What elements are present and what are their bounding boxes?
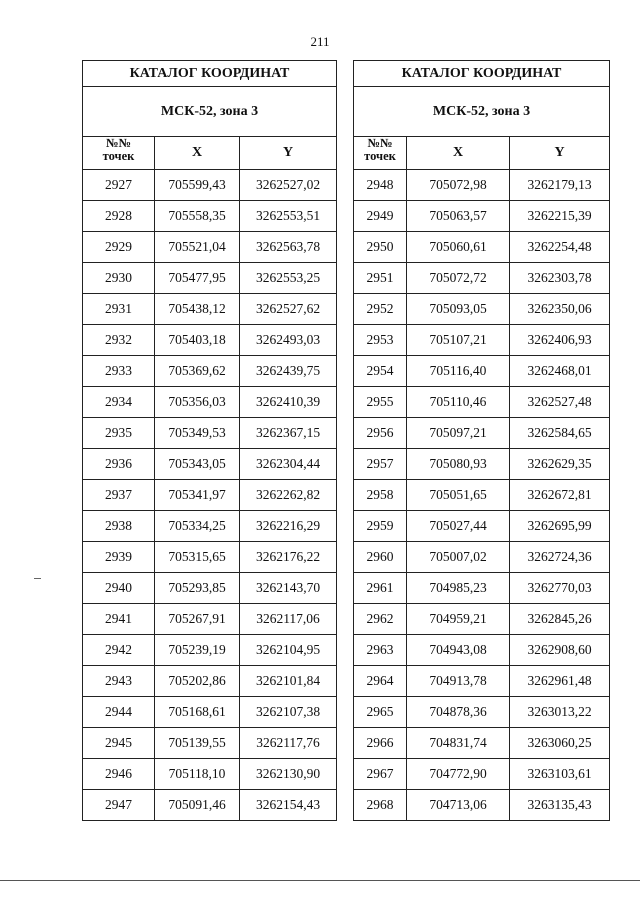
table-row	[83, 170, 337, 201]
catalog-title: КАТАЛОГ КООРДИНАТ	[83, 61, 337, 87]
table-row	[83, 449, 337, 480]
table-row	[83, 604, 337, 635]
y-cell: 3262845,26	[510, 604, 610, 635]
point-number-header: №№ точек	[83, 137, 155, 170]
table-row	[354, 356, 610, 387]
x-cell: 705202,86	[155, 666, 240, 697]
x-cell: 705477,95	[155, 263, 240, 294]
x-cell: 705356,03	[155, 387, 240, 418]
page-number: 211	[310, 34, 330, 49]
x-cell: 705315,65	[155, 542, 240, 573]
table-row	[83, 542, 337, 573]
point-number-cell: 2941	[83, 604, 155, 635]
table-row	[354, 232, 610, 263]
catalog-title: КАТАЛОГ КООРДИНАТ	[354, 61, 610, 87]
y-cell: 3262176,22	[240, 542, 337, 573]
table-row	[83, 759, 337, 790]
x-cell: 705369,62	[155, 356, 240, 387]
x-cell: 705072,98	[407, 170, 510, 201]
table-row	[354, 573, 610, 604]
point-number-cell: 2954	[354, 356, 407, 387]
table-row	[83, 635, 337, 666]
catalog-zone: МСК-52, зона 3	[83, 87, 337, 137]
table-row	[83, 480, 337, 511]
x-cell: 704772,90	[407, 759, 510, 790]
table-row	[354, 666, 610, 697]
x-header: X	[407, 137, 510, 170]
point-number-cell: 2945	[83, 728, 155, 759]
x-cell: 705599,43	[155, 170, 240, 201]
x-cell: 705063,57	[407, 201, 510, 232]
x-cell: 705293,85	[155, 573, 240, 604]
point-number-cell: 2964	[354, 666, 407, 697]
point-number-cell: 2947	[83, 790, 155, 821]
point-number-cell: 2928	[83, 201, 155, 232]
table-row	[354, 511, 610, 542]
table-row	[83, 728, 337, 759]
x-cell: 705060,61	[407, 232, 510, 263]
point-number-cell: 2950	[354, 232, 407, 263]
point-number-cell: 2949	[354, 201, 407, 232]
y-header: Y	[510, 137, 610, 170]
y-cell: 3262117,76	[240, 728, 337, 759]
point-number-cell: 2962	[354, 604, 407, 635]
point-number-cell: 2943	[83, 666, 155, 697]
coordinate-catalog-left	[82, 60, 337, 821]
table-row	[83, 325, 337, 356]
point-number-cell: 2968	[354, 790, 407, 821]
y-cell: 3262143,70	[240, 573, 337, 604]
x-cell: 705027,44	[407, 511, 510, 542]
table-row	[354, 697, 610, 728]
x-cell: 705091,46	[155, 790, 240, 821]
table-row	[354, 635, 610, 666]
x-cell: 705110,46	[407, 387, 510, 418]
x-cell: 704878,36	[407, 697, 510, 728]
y-cell: 3262629,35	[510, 449, 610, 480]
y-cell: 3262262,82	[240, 480, 337, 511]
footer-rule	[0, 880, 640, 881]
point-number-cell: 2938	[83, 511, 155, 542]
y-cell: 3262179,13	[510, 170, 610, 201]
point-number-cell: 2955	[354, 387, 407, 418]
y-cell: 3262303,78	[510, 263, 610, 294]
x-cell: 705080,93	[407, 449, 510, 480]
x-cell: 705334,25	[155, 511, 240, 542]
y-cell: 3263103,61	[510, 759, 610, 790]
table-row	[83, 418, 337, 449]
x-cell: 705558,35	[155, 201, 240, 232]
x-cell: 705107,21	[407, 325, 510, 356]
y-cell: 3262254,48	[510, 232, 610, 263]
x-cell: 705097,21	[407, 418, 510, 449]
table-row	[354, 542, 610, 573]
table-row	[354, 728, 610, 759]
table-row	[354, 387, 610, 418]
table-row	[83, 697, 337, 728]
point-number-cell: 2940	[83, 573, 155, 604]
y-cell: 3263060,25	[510, 728, 610, 759]
catalog-zone: МСК-52, зона 3	[354, 87, 610, 137]
point-number-cell: 2932	[83, 325, 155, 356]
table-row	[83, 294, 337, 325]
point-number-cell: 2944	[83, 697, 155, 728]
x-cell: 704943,08	[407, 635, 510, 666]
x-cell: 705072,72	[407, 263, 510, 294]
point-number-cell: 2931	[83, 294, 155, 325]
table-row	[83, 790, 337, 821]
point-number-cell: 2956	[354, 418, 407, 449]
y-cell: 3262154,43	[240, 790, 337, 821]
y-cell: 3262101,84	[240, 666, 337, 697]
y-cell: 3262553,51	[240, 201, 337, 232]
x-cell: 705343,05	[155, 449, 240, 480]
point-number-cell: 2966	[354, 728, 407, 759]
y-cell: 3262563,78	[240, 232, 337, 263]
y-cell: 3262553,25	[240, 263, 337, 294]
point-number-cell: 2948	[354, 170, 407, 201]
x-cell: 704831,74	[407, 728, 510, 759]
x-cell: 705349,53	[155, 418, 240, 449]
x-cell: 705403,18	[155, 325, 240, 356]
x-cell: 705051,65	[407, 480, 510, 511]
x-cell: 705116,40	[407, 356, 510, 387]
y-cell: 3262527,48	[510, 387, 610, 418]
x-cell: 705007,02	[407, 542, 510, 573]
y-cell: 3262493,03	[240, 325, 337, 356]
y-cell: 3262584,65	[510, 418, 610, 449]
point-number-cell: 2963	[354, 635, 407, 666]
point-number-cell: 2927	[83, 170, 155, 201]
margin-mark	[34, 578, 41, 579]
point-number-cell: 2936	[83, 449, 155, 480]
point-number-header: №№ точек	[354, 137, 407, 170]
y-cell: 3262770,03	[510, 573, 610, 604]
y-cell: 3263135,43	[510, 790, 610, 821]
table-row	[354, 790, 610, 821]
y-cell: 3262216,29	[240, 511, 337, 542]
x-cell: 705168,61	[155, 697, 240, 728]
y-cell: 3262439,75	[240, 356, 337, 387]
table-row	[83, 201, 337, 232]
y-cell: 3262410,39	[240, 387, 337, 418]
y-cell: 3262961,48	[510, 666, 610, 697]
x-cell: 705118,10	[155, 759, 240, 790]
x-cell: 704985,23	[407, 573, 510, 604]
y-cell: 3262468,01	[510, 356, 610, 387]
table-row	[354, 759, 610, 790]
x-cell: 705093,05	[407, 294, 510, 325]
table-row	[83, 511, 337, 542]
x-cell: 705438,12	[155, 294, 240, 325]
y-cell: 3262406,93	[510, 325, 610, 356]
table-row	[354, 263, 610, 294]
x-cell: 704913,78	[407, 666, 510, 697]
table-row	[83, 232, 337, 263]
table-row	[83, 263, 337, 294]
y-cell: 3262695,99	[510, 511, 610, 542]
point-number-cell: 2942	[83, 635, 155, 666]
point-number-cell: 2953	[354, 325, 407, 356]
y-cell: 3262107,38	[240, 697, 337, 728]
y-cell: 3262724,36	[510, 542, 610, 573]
point-number-cell: 2952	[354, 294, 407, 325]
table-row	[354, 418, 610, 449]
y-cell: 3262215,39	[510, 201, 610, 232]
x-header: X	[155, 137, 240, 170]
x-cell: 705521,04	[155, 232, 240, 263]
point-number-cell: 2937	[83, 480, 155, 511]
table-row	[83, 387, 337, 418]
x-cell: 704959,21	[407, 604, 510, 635]
y-cell: 3262672,81	[510, 480, 610, 511]
y-cell: 3262304,44	[240, 449, 337, 480]
y-cell: 3262104,95	[240, 635, 337, 666]
y-cell: 3262527,02	[240, 170, 337, 201]
table-row	[354, 170, 610, 201]
table-row	[83, 356, 337, 387]
x-cell: 705139,55	[155, 728, 240, 759]
point-number-cell: 2961	[354, 573, 407, 604]
y-cell: 3262908,60	[510, 635, 610, 666]
point-number-cell: 2960	[354, 542, 407, 573]
table-row	[354, 604, 610, 635]
y-header: Y	[240, 137, 337, 170]
table-row	[354, 294, 610, 325]
point-number-cell: 2939	[83, 542, 155, 573]
y-cell: 3262350,06	[510, 294, 610, 325]
table-row	[354, 449, 610, 480]
point-number-cell: 2930	[83, 263, 155, 294]
table-row	[83, 666, 337, 697]
y-cell: 3262527,62	[240, 294, 337, 325]
point-number-cell: 2946	[83, 759, 155, 790]
point-number-cell: 2958	[354, 480, 407, 511]
y-cell: 3262130,90	[240, 759, 337, 790]
point-number-cell: 2965	[354, 697, 407, 728]
table-row	[354, 201, 610, 232]
y-cell: 3263013,22	[510, 697, 610, 728]
point-number-cell: 2959	[354, 511, 407, 542]
table-row	[354, 325, 610, 356]
point-number-cell: 2967	[354, 759, 407, 790]
point-number-cell: 2933	[83, 356, 155, 387]
point-number-cell: 2935	[83, 418, 155, 449]
point-number-cell: 2934	[83, 387, 155, 418]
table-row	[354, 480, 610, 511]
x-cell: 705341,97	[155, 480, 240, 511]
y-cell: 3262367,15	[240, 418, 337, 449]
coordinate-catalog-right	[353, 60, 610, 821]
point-number-cell: 2951	[354, 263, 407, 294]
point-number-cell: 2957	[354, 449, 407, 480]
table-row	[83, 573, 337, 604]
x-cell: 705267,91	[155, 604, 240, 635]
point-number-cell: 2929	[83, 232, 155, 263]
x-cell: 705239,19	[155, 635, 240, 666]
x-cell: 704713,06	[407, 790, 510, 821]
y-cell: 3262117,06	[240, 604, 337, 635]
